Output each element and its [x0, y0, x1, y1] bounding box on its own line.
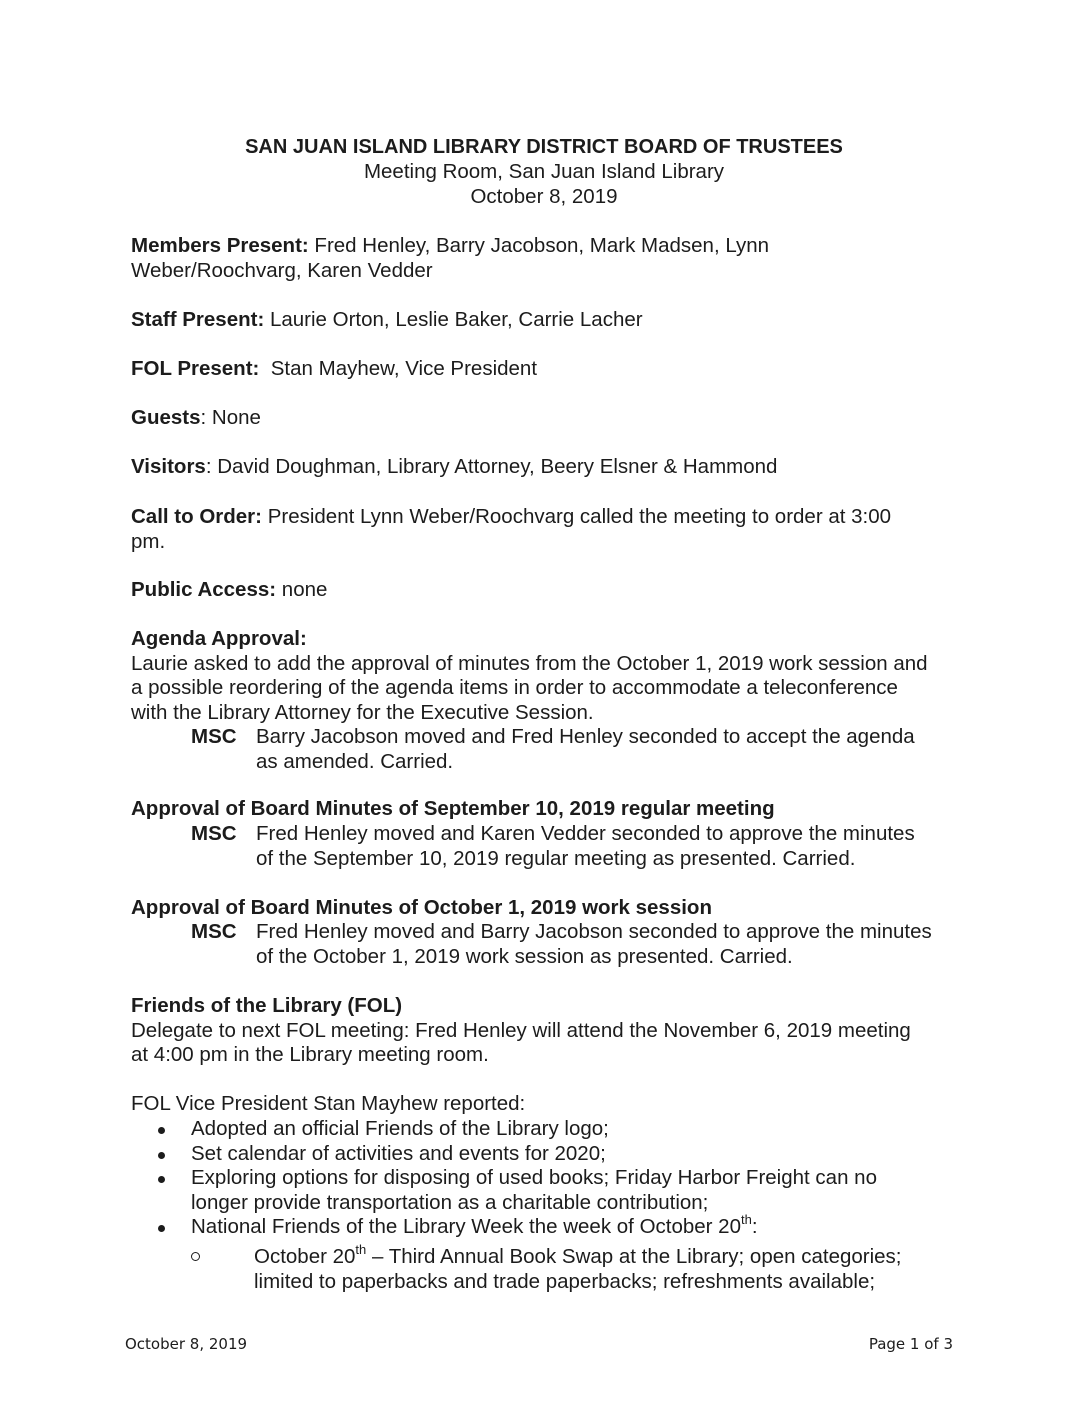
public-access-label: Public Access: — [131, 578, 277, 601]
meeting-location: Meeting Room, San Juan Island Library — [363, 160, 725, 183]
call-to-order — [131, 505, 961, 554]
agenda-approval — [131, 627, 961, 725]
document-title: SAN JUAN ISLAND LIBRARY DISTRICT BOARD OF TRUSTEES — [245, 136, 843, 158]
fol-names: Stan Mayhew, Vice President — [259, 357, 538, 380]
visitors-label: Visitors — [131, 455, 206, 478]
staff-label: Staff Present: — [131, 308, 265, 331]
members-label: Members Present: — [131, 234, 309, 257]
call-to-order-label: Call to Order: — [131, 505, 262, 528]
fol-section — [131, 994, 961, 1068]
members-line2: Weber/Roochvarg, Karen Vedder — [131, 258, 433, 282]
call-to-order-line1: President Lynn Weber/Roochvarg called the meeting to order at 3:00 — [262, 505, 892, 528]
staff-present — [131, 308, 961, 333]
public-access-text: none — [276, 578, 328, 601]
footer-page-number: Page 1 of 3 — [868, 1335, 953, 1353]
agenda-line1: Laurie asked to add the approval of minutes from the October 1, 2019 work session and — [131, 651, 928, 675]
visitors-text: : David Doughman, Library Attorney, Beery Elsner & Hammond — [205, 455, 778, 478]
sept-heading: Approval of Board Minutes of September 10, 2019 regular meeting — [131, 797, 775, 820]
agenda-heading: Agenda Approval: — [131, 627, 307, 650]
oct-motion-line1: Fred Henley moved and Barry Jacobson seconded to approve the minutes — [256, 920, 932, 943]
meeting-date: October 8, 2019 — [470, 185, 618, 208]
fol-report-list — [131, 1117, 961, 1240]
oct-minutes-heading — [131, 896, 961, 921]
members-line1: Fred Henley, Barry Jacobson, Mark Madsen, Lynn — [308, 234, 770, 257]
list-item: National Friends of the Library Week the week of October 20th: — [131, 1215, 961, 1240]
sept-motion-text — [256, 822, 961, 871]
fol-label: FOL Present: — [131, 357, 260, 380]
fol-delegate-line2: at 4:00 pm in the Library meeting room. — [131, 1043, 489, 1066]
agenda-motion-line1: Barry Jacobson moved and Fred Henley seconded to accept the agenda — [256, 725, 915, 748]
list-item: Adopted an official Friends of the Library logo; — [131, 1117, 961, 1142]
circle-bullet-icon — [191, 1252, 200, 1261]
sept-motion-line2: of the September 10, 2019 regular meeting as presented. Carried. — [256, 846, 856, 870]
agenda-motion-text — [256, 725, 961, 774]
agenda-motion-line2: as amended. Carried. — [256, 749, 454, 773]
fol-heading: Friends of the Library (FOL) — [131, 994, 403, 1017]
visitors — [131, 455, 961, 480]
public-access — [131, 578, 961, 603]
fol-present — [131, 357, 961, 382]
msc-label: MSC — [191, 920, 237, 943]
guests-text: : None — [200, 406, 261, 429]
bullet-icon — [158, 1127, 165, 1134]
oct-motion-text — [256, 920, 961, 969]
msc-label: MSC — [191, 822, 237, 845]
agenda-line3: with the Library Attorney for the Executive Session. — [131, 700, 594, 724]
bullet-icon — [158, 1225, 165, 1232]
sub-bullet-text: October 20th – Third Annual Book Swap at the Library; open categories; limited to paperbacks and trade paperbacks; refreshments available; — [254, 1242, 902, 1293]
sept-minutes-heading — [131, 797, 961, 822]
call-to-order-line2: pm. — [131, 529, 166, 553]
staff-names: Laurie Orton, Leslie Baker, Carrie Lacher — [264, 308, 643, 331]
members-present — [131, 234, 961, 283]
list-item: Set calendar of activities and events for 2020; — [131, 1142, 961, 1167]
oct-heading: Approval of Board Minutes of October 1, 2019 work session — [131, 896, 712, 919]
guests-label: Guests — [131, 406, 201, 429]
sept-motion-line1: Fred Henley moved and Karen Vedder seconded to approve the minutes — [256, 822, 915, 845]
guests — [131, 406, 961, 431]
msc-label: MSC — [191, 725, 237, 748]
oct-motion-line2: of the October 1, 2019 work session as presented. Carried. — [256, 944, 793, 968]
bullet-icon — [158, 1152, 165, 1159]
footer-date: October 8, 2019 — [125, 1335, 248, 1353]
agenda-line2: a possible reordering of the agenda items in order to accommodate a teleconference — [131, 676, 898, 699]
fol-report-intro: FOL Vice President Stan Mayhew reported: — [131, 1092, 526, 1115]
fol-delegate-line1: Delegate to next FOL meeting: Fred Henley will attend the November 6, 2019 meeting — [131, 1018, 911, 1042]
list-item: Exploring options for disposing of used books; Friday Harbor Freight can no longer provide transportation as a charitable contribution; — [131, 1166, 961, 1215]
bullet-icon — [158, 1176, 165, 1183]
